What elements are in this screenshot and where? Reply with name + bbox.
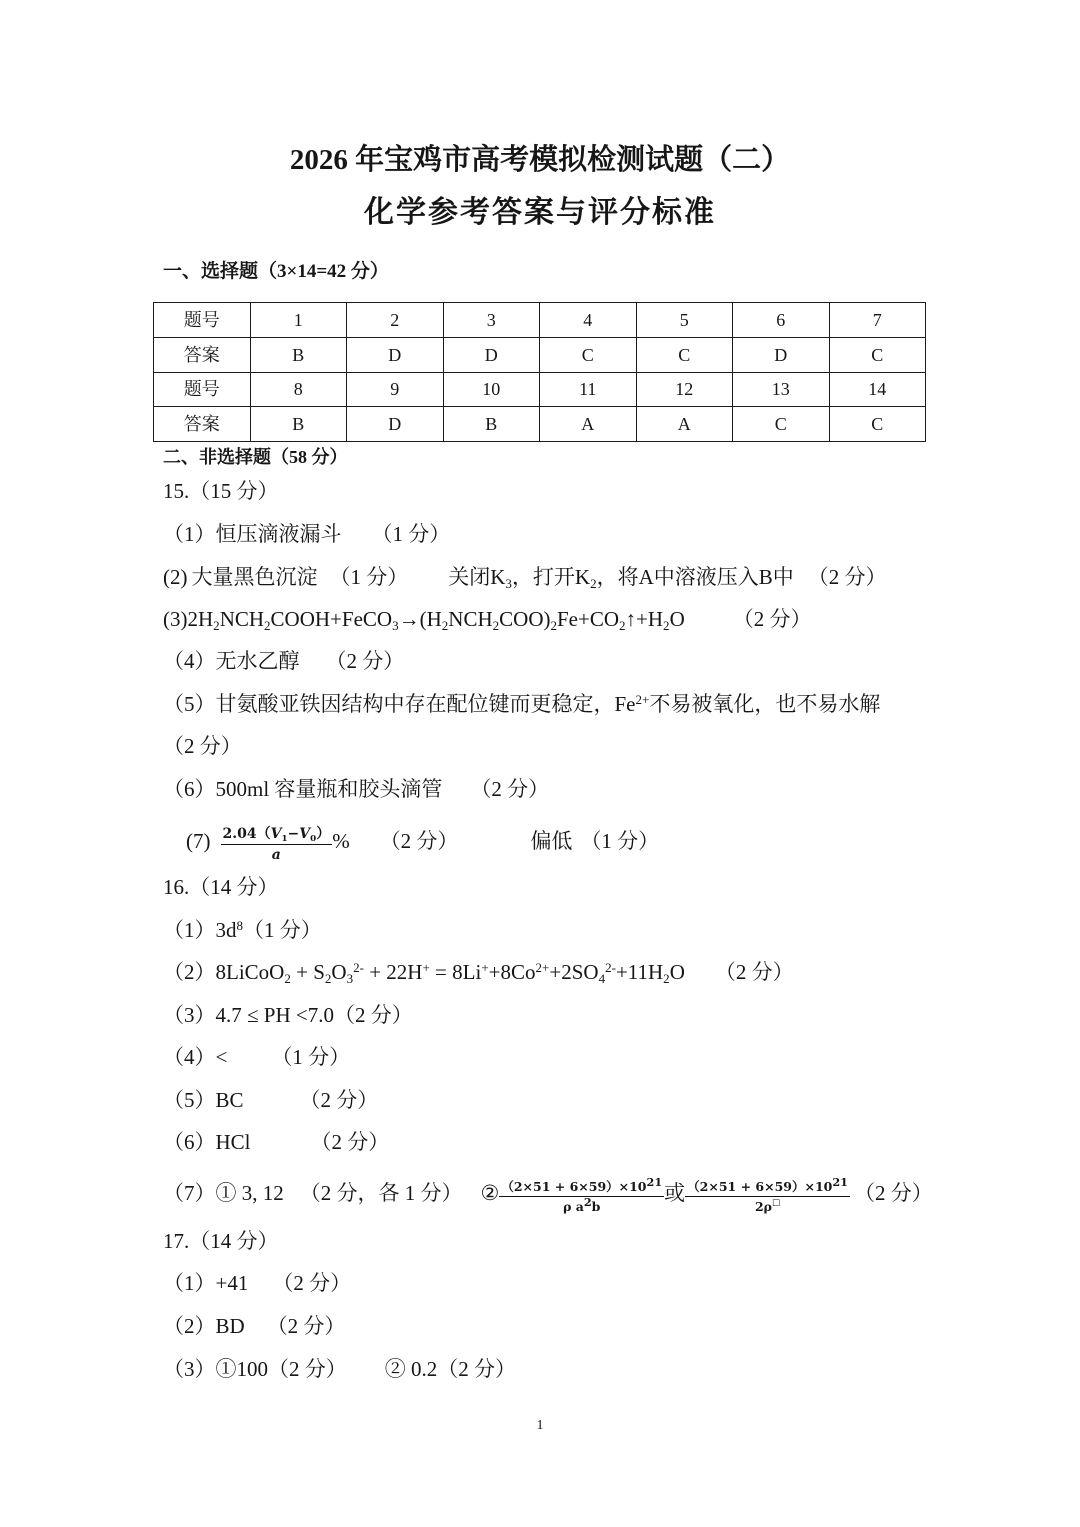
q15-part-3 (163, 604, 811, 634)
question-number-cell: 9 (347, 372, 444, 407)
score-text: （2 分） (266, 1314, 346, 1338)
formula-text: + S (290, 960, 325, 984)
answer-cell: B (250, 407, 347, 442)
part-label: （1） (163, 522, 216, 546)
or-text: 或 (664, 1181, 686, 1205)
density-fraction-1 (499, 1174, 664, 1214)
missing-glyph-box: □ (771, 1198, 781, 1209)
subscript: 2 (264, 617, 271, 633)
answer-cell: A (636, 407, 733, 442)
formula-text: COOH+FeCO (270, 607, 393, 631)
formula-text: 8LiCoO (215, 960, 285, 984)
score-text: （2 分） (854, 1181, 933, 1205)
superscript: + (481, 959, 489, 975)
q16-part-1 (163, 915, 322, 945)
document-title: 2026 年宝鸡市高考模拟检测试题（二） (289, 144, 791, 176)
q15-part-6 (163, 774, 549, 804)
fraction-numerator (685, 1174, 850, 1197)
answer-text: ② 0.2 (384, 1357, 438, 1381)
formula-text: +2SO (549, 960, 599, 984)
question-number-cell: 12 (636, 372, 733, 407)
step-text: ，将A中溶液压入B中 (596, 565, 794, 589)
fraction-denominator (685, 1197, 850, 1214)
score-text: （2 分） (333, 1003, 413, 1027)
answer-text: BC (215, 1088, 244, 1112)
q15-part-5-score: （2 分） (163, 734, 242, 758)
q16-heading: 16.（14 分） (163, 875, 279, 899)
score-text: （2 分） (272, 1271, 352, 1295)
score-text: （2 分） (299, 1088, 379, 1112)
q16-part-4 (163, 1042, 350, 1072)
part-label: （1） (163, 918, 216, 942)
part-label: （6） (163, 1130, 216, 1154)
fraction-expression (221, 823, 333, 863)
answer-text: 大量黑色沉淀 (191, 565, 318, 589)
q16-part-5 (163, 1085, 378, 1115)
section-heading-multiple-choice: 一、选择题（3×14=42 分） (163, 261, 389, 282)
numerator-text: （2×51 + 6×59）×10 (501, 1178, 647, 1194)
question-number-cell: 8 (250, 372, 347, 407)
row-header-cell: 答案 (154, 337, 251, 372)
score-text: （2 分） (310, 1130, 390, 1154)
answer-marker: ② (480, 1181, 500, 1205)
answer-cell: D (347, 407, 444, 442)
denominator-text: b (591, 1198, 601, 1214)
answer-cell: C (829, 407, 926, 442)
formula-text: →(H (398, 607, 442, 631)
row-header-cell: 题号 (154, 372, 251, 407)
q16-part-7 (163, 1168, 933, 1218)
answer-table-body (154, 303, 926, 442)
answer-text: < (215, 1045, 228, 1069)
answer-cell: B (250, 337, 347, 372)
percent-sign: % (332, 829, 350, 853)
denominator-text: 2ρ (754, 1198, 772, 1214)
score-text: （2 分） (732, 607, 812, 631)
q16-part-3 (163, 1000, 413, 1030)
subscript: 2 (590, 575, 597, 591)
superscript: 2- (605, 959, 616, 975)
answer-text: BD (215, 1314, 245, 1338)
answer-cell: A (540, 407, 637, 442)
part-label: （2） (163, 960, 216, 984)
formula-text: O (669, 960, 685, 984)
table-row (154, 407, 926, 442)
q17-part-3 (163, 1354, 516, 1384)
formula-text: COO) (499, 607, 551, 631)
score-text: （1 分） (271, 1045, 351, 1069)
subscript: 2 (550, 617, 557, 633)
question-number-cell: 7 (829, 303, 926, 338)
numerator-text: （2×51 + 6×59）×10 (687, 1178, 833, 1194)
question-number-cell: 1 (250, 303, 347, 338)
document-subtitle: 化学参考答案与评分标准 (364, 196, 716, 229)
answer-cell: C (733, 407, 830, 442)
answer-text: ①100 (215, 1357, 268, 1381)
formula-text: 2H (187, 607, 214, 631)
q16-part-2 (163, 957, 794, 987)
question-number-cell: 6 (733, 303, 830, 338)
part-label: (2) (163, 565, 188, 589)
formula-text: NCH (219, 607, 265, 631)
subscript: 3 (392, 617, 399, 633)
score-text: （1 分） (329, 565, 409, 589)
answer-text: ① 3, 12 (215, 1181, 284, 1205)
answer-cell: B (443, 407, 540, 442)
subscript: 3 (346, 970, 354, 986)
score-text: （1 分） (580, 829, 660, 853)
row-header-cell: 题号 (154, 303, 251, 338)
superscript: 21 (832, 1174, 849, 1189)
formula-text: + 22H (363, 960, 423, 984)
part-label: （4） (163, 1045, 216, 1069)
q17-heading: 17.（14 分） (163, 1229, 279, 1253)
denominator-text: ρ a (563, 1198, 584, 1214)
answer-text: 偏低 (530, 829, 573, 853)
answer-cell: D (443, 337, 540, 372)
superscript: 8 (236, 917, 244, 933)
section-heading-non-choice: 二、非选择题（58 分） (163, 447, 348, 467)
subscript: 3 (505, 575, 512, 591)
chemical-equation (188, 607, 685, 631)
q15-part-5 (163, 689, 880, 719)
subscript: 2 (663, 970, 670, 986)
formula-text: = 8Li (429, 960, 482, 984)
part-label: （7） (163, 1181, 216, 1205)
question-number-cell: 10 (443, 372, 540, 407)
score-text: （2 分，各 1 分） (299, 1181, 463, 1205)
answer-text: 恒压滴液漏斗 (215, 522, 342, 546)
answer-text: HCl (215, 1130, 251, 1154)
part-label: (7) (186, 829, 211, 853)
numerator-text: ） (316, 826, 331, 843)
answer-cell: D (347, 337, 444, 372)
superscript: 2 (583, 1194, 592, 1209)
question-number-cell: 11 (540, 372, 637, 407)
answer-text: +41 (215, 1271, 249, 1295)
q17-part-1 (163, 1268, 351, 1298)
formula-text: +8Co (488, 960, 536, 984)
fraction-numerator (499, 1174, 664, 1197)
numerator-text: 2.04（ (222, 826, 271, 843)
subscript: 2 (441, 617, 449, 633)
q16-part-6 (163, 1127, 389, 1157)
subscript: 2 (619, 617, 626, 633)
answer-cell: C (636, 337, 733, 372)
question-number-cell: 5 (636, 303, 733, 338)
answer-text: 500ml 容量瓶和胶头滴管 (215, 777, 443, 801)
formula-text: Fe+CO (557, 607, 620, 631)
question-number-cell: 4 (540, 303, 637, 338)
superscript: 21 (646, 1174, 663, 1189)
superscript: + (422, 959, 430, 975)
formula-text: O (669, 607, 685, 631)
answer-table (153, 302, 926, 442)
score-text: （1 分） (371, 522, 451, 546)
score-text: （2 分） (379, 829, 459, 853)
table-row (154, 337, 926, 372)
subscript: 0 (310, 833, 317, 844)
formula-text: +11H (615, 960, 664, 984)
score-text: （2 分） (714, 960, 794, 984)
table-row (154, 372, 926, 407)
subscript: 2 (663, 617, 670, 633)
question-number-cell: 3 (443, 303, 540, 338)
q15-part-7 (186, 816, 659, 866)
part-label: （5） (163, 1088, 216, 1112)
score-text: （2 分） (437, 1357, 516, 1381)
row-header-cell: 答案 (154, 407, 251, 442)
part-label: （4） (163, 649, 216, 673)
part-label: （3） (163, 1003, 216, 1027)
answer-cell: D (733, 337, 830, 372)
formula-text: O (331, 960, 347, 984)
answer-text: 4.7 ≤ PH <7.0 (215, 1003, 334, 1027)
part-label: （1） (163, 1271, 216, 1295)
variable-v: V (299, 826, 311, 843)
answer-text: 甘氨酸亚铁因结构中存在配位键而更稳定，Fe (215, 692, 636, 716)
subscript: 1 (281, 833, 288, 844)
part-label: （5） (163, 692, 216, 716)
subscript: 2 (492, 617, 500, 633)
step-text: ，打开K (511, 565, 591, 589)
fraction-denominator: a (271, 847, 281, 864)
superscript: 2+ (535, 959, 550, 975)
formula-text: NCH (448, 607, 493, 631)
density-fraction-2 (685, 1174, 850, 1214)
answer-text: 无水乙醇 (215, 649, 300, 673)
q15-part-4 (163, 646, 404, 676)
question-number-cell: 13 (733, 372, 830, 407)
subscript: 2 (284, 970, 291, 986)
step-text: 关闭K (448, 565, 506, 589)
score-text: （2 分） (325, 649, 405, 673)
fraction-denominator (499, 1194, 664, 1214)
part-label: （6） (163, 777, 216, 801)
part-label: （3） (163, 1357, 216, 1381)
q15-heading: 15.（15 分） (163, 479, 279, 503)
fraction-numerator (221, 823, 333, 845)
answer-text: 3d (215, 918, 237, 942)
answer-text: 不易被氧化，也不易水解 (649, 692, 881, 716)
q17-part-2 (163, 1311, 345, 1341)
superscript: 2- (353, 959, 364, 975)
answer-cell: C (829, 337, 926, 372)
superscript: 2+ (635, 691, 650, 707)
answer-cell: C (540, 337, 637, 372)
part-label: （2） (163, 1314, 216, 1338)
part-label: (3) (163, 607, 188, 631)
subscript: 4 (598, 970, 606, 986)
question-number-cell: 2 (347, 303, 444, 338)
score-text: （2 分） (470, 777, 550, 801)
ionic-equation (216, 960, 685, 984)
variable-v: V (270, 826, 282, 843)
question-number-cell: 14 (829, 372, 926, 407)
table-row (154, 303, 926, 338)
score-text: （1 分） (243, 918, 322, 942)
page-number: 1 (536, 1418, 544, 1433)
minus-sign: − (287, 826, 300, 843)
q15-part-2 (163, 562, 887, 592)
subscript: 2 (213, 617, 220, 633)
formula-text: ↑+H (625, 607, 664, 631)
q15-part-1 (163, 519, 450, 549)
score-text: （2 分） (268, 1357, 347, 1381)
score-text: （2 分） (807, 565, 887, 589)
answer-step (448, 565, 794, 589)
subscript: 2 (324, 970, 332, 986)
